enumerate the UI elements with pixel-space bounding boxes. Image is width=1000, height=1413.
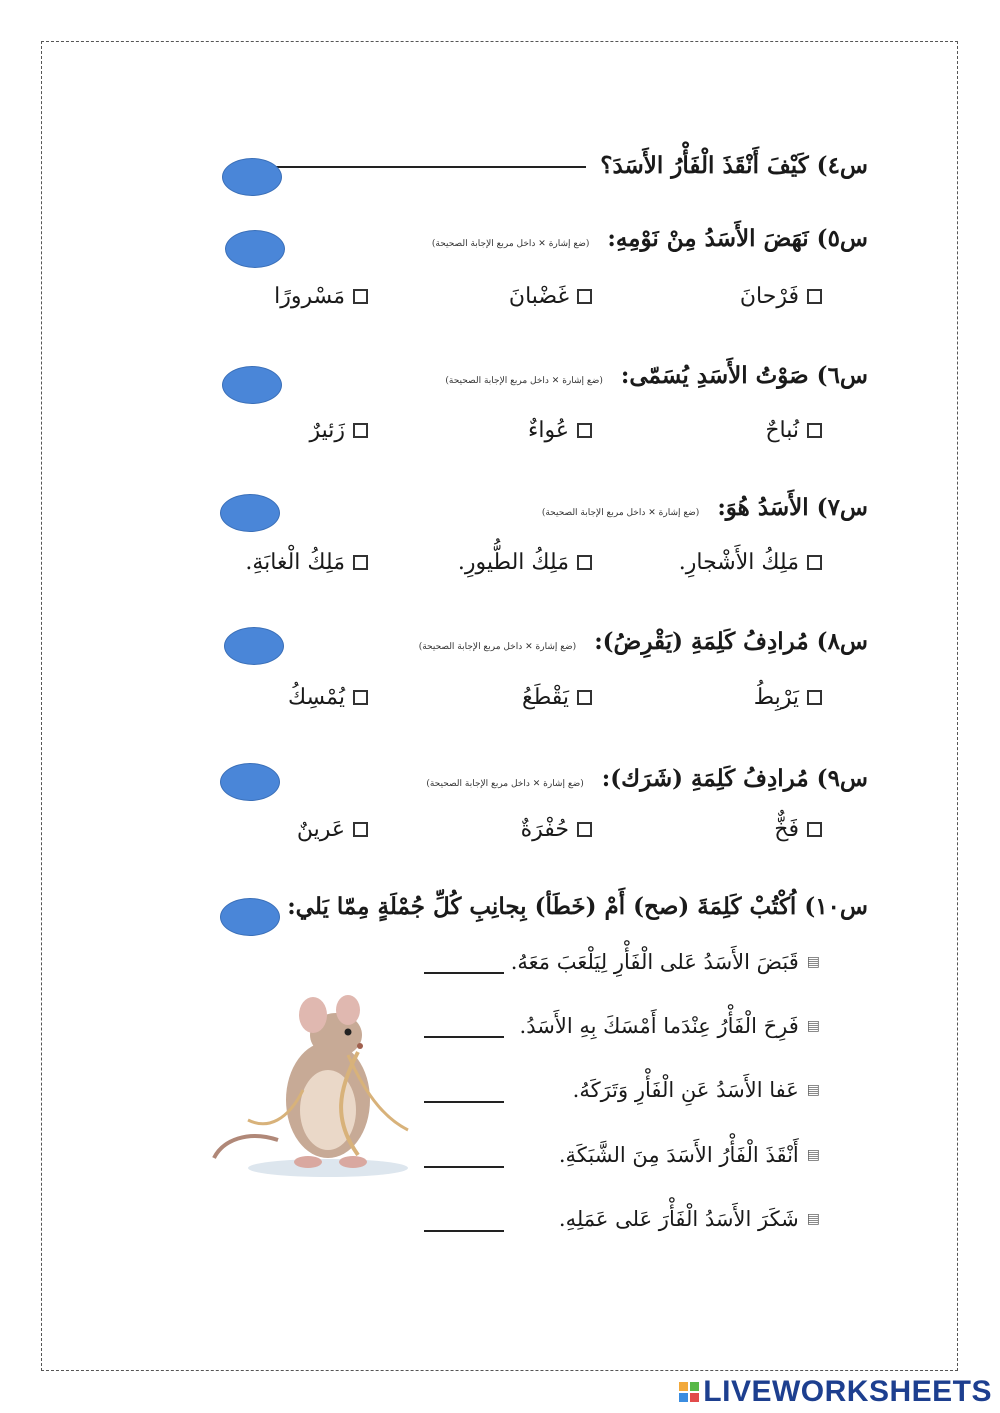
q9-option-1[interactable] — [774, 817, 822, 842]
statement-3 — [573, 1078, 820, 1102]
q7-option-2[interactable] — [458, 550, 592, 575]
answer-field-q10[interactable] — [220, 898, 280, 936]
statement-text: أَنْقَذَ الْفَأْرُ الأَسَدَ مِنَ الشَّبَكَةِ. — [558, 1143, 799, 1167]
statement-3-answer[interactable] — [424, 1101, 504, 1103]
answer-field-q7[interactable] — [220, 494, 280, 532]
question-4-answer-line — [266, 166, 586, 168]
answer-field-q6[interactable] — [222, 366, 282, 404]
checkbox[interactable] — [807, 690, 822, 705]
checkbox[interactable] — [807, 555, 822, 570]
question-6-label: س٦) صَوْتُ الأَسَدِ يُسَمّى: — [620, 362, 868, 389]
option-label: عَرينٌ — [296, 817, 345, 842]
option-label: يَقْطَعُ — [521, 685, 569, 710]
checkbox[interactable] — [353, 822, 368, 837]
question-10-label: س١٠) اُكْتُبْ كَلِمَةَ (صح) أَمْ (خَطَأ) بِجانِبِ كُلِّ جُمْلَةٍ مِمّا يَلي: — [287, 893, 868, 920]
question-4 — [266, 152, 868, 179]
q9-option-2[interactable] — [521, 817, 592, 842]
checkbox[interactable] — [353, 289, 368, 304]
statement-5 — [559, 1207, 820, 1231]
option-label: نُباحٌ — [765, 418, 799, 443]
option-label: مَلِكُ الْغابَةِ. — [245, 550, 345, 575]
document-icon: ▤ — [806, 1147, 820, 1163]
checkbox[interactable] — [353, 555, 368, 570]
question-7-label: س٧) الأَسَدُ هُوَ: — [717, 494, 868, 521]
q6-option-3[interactable] — [309, 418, 368, 443]
q7-option-3[interactable] — [245, 550, 368, 575]
question-10 — [287, 893, 868, 920]
statement-1-answer[interactable] — [424, 972, 504, 974]
q5-option-2[interactable] — [509, 284, 592, 309]
checkbox[interactable] — [577, 822, 592, 837]
q8-option-3[interactable] — [288, 685, 368, 710]
option-label: يُمْسِكُ — [287, 685, 345, 710]
q5-option-3[interactable] — [274, 284, 368, 309]
checkbox[interactable] — [353, 423, 368, 438]
document-icon: ▤ — [806, 1211, 820, 1227]
statement-4 — [559, 1143, 820, 1167]
question-8-hint: (ضع إشارة ✕ داخل مربع الإجابة الصحيحة) — [418, 642, 577, 652]
question-4-label: س٤) كَيْفَ أَنْقَذَ الْفَأْرُ الأَسَدَ؟ — [600, 152, 868, 179]
brand-grid-icon — [679, 1382, 699, 1402]
mouse-illustration — [208, 980, 418, 1180]
option-label: فَرْحانَ — [739, 284, 799, 309]
question-9-label: س٩) مُرادِفُ كَلِمَةِ (شَرَك): — [601, 765, 868, 792]
q7-option-1[interactable] — [679, 550, 822, 575]
statement-2 — [520, 1014, 820, 1038]
statement-text: فَرِحَ الْفَأْرُ عِنْدَما أَمْسَكَ بِهِ الأَسَدُ. — [519, 1014, 799, 1038]
question-5-hint: (ضع إشارة ✕ داخل مربع الإجابة الصحيحة) — [431, 239, 590, 249]
option-label: زَئيرٌ — [309, 418, 345, 443]
q8-option-2[interactable] — [522, 685, 592, 710]
checkbox[interactable] — [807, 423, 822, 438]
q9-option-3[interactable] — [297, 817, 368, 842]
answer-field-q9[interactable] — [220, 763, 280, 801]
question-6-hint: (ضع إشارة ✕ داخل مربع الإجابة الصحيحة) — [445, 376, 603, 386]
question-5-label: س٥) نَهَضَ الأَسَدُ مِنْ نَوْمِهِ: — [607, 225, 868, 252]
option-label: يَرْبِطُ — [753, 685, 799, 710]
answer-field-q5[interactable] — [225, 230, 285, 268]
checkbox[interactable] — [577, 690, 592, 705]
checkbox[interactable] — [353, 690, 368, 705]
statement-text: قَبَضَ الأَسَدُ عَلى الْفَأْرِ لِيَلْعَبَ مَعَهُ. — [510, 950, 799, 974]
q6-option-1[interactable] — [765, 418, 822, 443]
document-icon: ▤ — [806, 1018, 820, 1034]
question-6 — [445, 362, 868, 389]
question-8-label: س٨) مُرادِفُ كَلِمَةِ (يَقْرِضُ): — [594, 628, 868, 655]
checkbox[interactable] — [807, 289, 822, 304]
statement-4-answer[interactable] — [424, 1166, 504, 1168]
question-9 — [426, 765, 868, 792]
q6-option-2[interactable] — [528, 418, 592, 443]
checkbox[interactable] — [577, 423, 592, 438]
statement-text: شَكَرَ الأَسَدُ الْفَأْرَ عَلى عَمَلِهِ. — [558, 1207, 799, 1231]
option-label: حُفْرَةٌ — [520, 817, 569, 842]
question-9-hint: (ضع إشارة ✕ داخل مربع الإجابة الصحيحة) — [426, 779, 584, 789]
q5-option-1[interactable] — [740, 284, 822, 309]
question-7 — [542, 494, 868, 521]
option-label: عُواءٌ — [528, 418, 569, 443]
question-7-hint: (ضع إشارة ✕ داخل مربع الإجابة الصحيحة) — [541, 508, 700, 518]
document-icon: ▤ — [806, 1082, 820, 1098]
statement-5-answer[interactable] — [424, 1230, 504, 1232]
option-label: مَلِكُ الطُّيورِ. — [457, 550, 569, 575]
answer-field-q8[interactable] — [224, 627, 284, 665]
question-5 — [432, 225, 868, 252]
option-label: مَلِكُ الأَشْجارِ. — [678, 550, 799, 575]
q8-option-1[interactable] — [754, 685, 822, 710]
option-label: غَضْبانَ — [508, 284, 569, 309]
brand-name: LIVEWORKSHEETS — [703, 1375, 992, 1408]
checkbox[interactable] — [577, 555, 592, 570]
statement-2-answer[interactable] — [424, 1036, 504, 1038]
checkbox[interactable] — [807, 822, 822, 837]
option-label: فَخٌّ — [774, 817, 799, 842]
statement-1 — [511, 950, 820, 974]
document-icon: ▤ — [806, 954, 820, 970]
option-label: مَسْرورًا — [274, 284, 345, 309]
liveworksheets-logo — [679, 1375, 992, 1409]
question-8 — [419, 628, 868, 655]
statement-text: عَفا الأَسَدُ عَنِ الْفَأْرِ وَتَرَكَهُ. — [572, 1078, 799, 1102]
answer-field-q4[interactable] — [222, 158, 282, 196]
checkbox[interactable] — [577, 289, 592, 304]
